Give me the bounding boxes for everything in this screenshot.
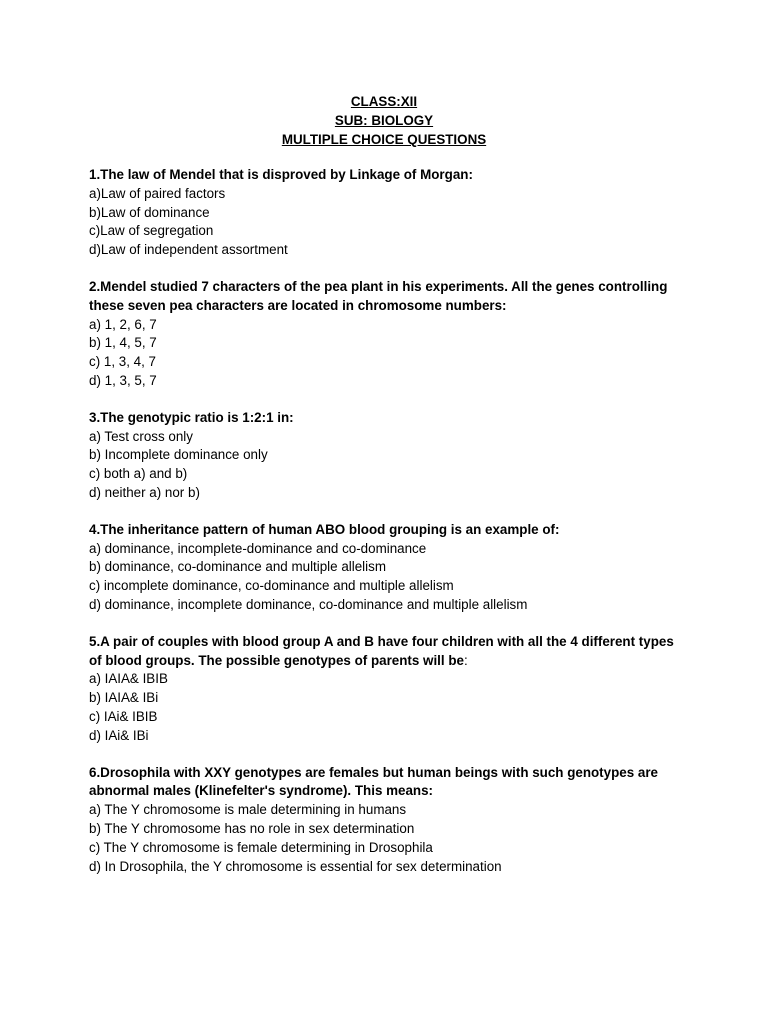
option-d: d) neither a) nor b) bbox=[89, 484, 200, 500]
question-text: 5.A pair of couples with blood group A and B have four children with all the 4 different types of blood groups. The possible genotypes of parents will be: bbox=[89, 633, 674, 668]
option-a: a) Test cross only bbox=[89, 428, 193, 444]
option-c: c) The Y chromosome is female determining in Drosophila bbox=[89, 839, 433, 855]
option-c: c) incomplete dominance, co-dominance and multiple allelism bbox=[89, 578, 454, 594]
option-d: d) 1, 3, 5, 7 bbox=[89, 372, 157, 388]
option-d: d) IAi& IBi bbox=[89, 727, 149, 743]
question-6 bbox=[89, 764, 689, 877]
option-c: c) both a) and b) bbox=[89, 466, 188, 482]
option-d: d) dominance, incomplete dominance, co-dominance and multiple allelism bbox=[89, 596, 528, 612]
question-2 bbox=[89, 278, 689, 391]
option-b: b) IAIA& IBi bbox=[89, 690, 159, 706]
option-a: a) dominance, incomplete-dominance and co-dominance bbox=[89, 540, 427, 556]
question-text: 1.The law of Mendel that is disproved by Linkage of Morgan: bbox=[89, 167, 473, 182]
option-b: b) Incomplete dominance only bbox=[89, 447, 268, 463]
option-c: c) 1, 3, 4, 7 bbox=[89, 354, 156, 370]
questions-list bbox=[89, 166, 689, 894]
option-a: a) IAIA& IBIB bbox=[89, 671, 168, 687]
question-1 bbox=[89, 166, 689, 260]
option-a: a) The Y chromosome is male determining in humans bbox=[89, 802, 407, 818]
option-a: a) 1, 2, 6, 7 bbox=[89, 316, 157, 332]
question-text: 4.The inheritance pattern of human ABO blood grouping is an example of: bbox=[89, 521, 560, 537]
option-a: a)Law of paired factors bbox=[89, 185, 226, 201]
option-d: d) In Drosophila, the Y chromosome is essential for sex determination bbox=[89, 858, 502, 874]
option-c: c)Law of segregation bbox=[89, 223, 214, 239]
document-header bbox=[0, 92, 768, 149]
question-text: 3.The genotypic ratio is 1:2:1 in: bbox=[89, 409, 294, 425]
option-b: b) dominance, co-dominance and multiple allelism bbox=[89, 559, 386, 575]
option-b: b) The Y chromosome has no role in sex determination bbox=[89, 820, 415, 836]
option-b: b)Law of dominance bbox=[89, 204, 210, 220]
question-4 bbox=[89, 521, 689, 615]
option-c: c) IAi& IBIB bbox=[89, 708, 158, 724]
question-3 bbox=[89, 409, 689, 503]
option-b: b) 1, 4, 5, 7 bbox=[89, 335, 157, 351]
question-text: 2.Mendel studied 7 characters of the pea plant in his experiments. All the genes controlling these seven pea characters are located in chromosome numbers: bbox=[89, 278, 668, 313]
question-5 bbox=[89, 633, 689, 746]
class-line: CLASS:XII bbox=[350, 94, 418, 109]
option-d: d)Law of independent assortment bbox=[89, 242, 288, 258]
subject-line: SUB: BIOLOGY bbox=[334, 113, 434, 128]
title-line: MULTIPLE CHOICE QUESTIONS bbox=[281, 132, 487, 147]
question-text: 6.Drosophila with XXY genotypes are females but human beings with such genotypes are abnormal males (Klinefelter's syndrome). This means: bbox=[89, 764, 658, 799]
